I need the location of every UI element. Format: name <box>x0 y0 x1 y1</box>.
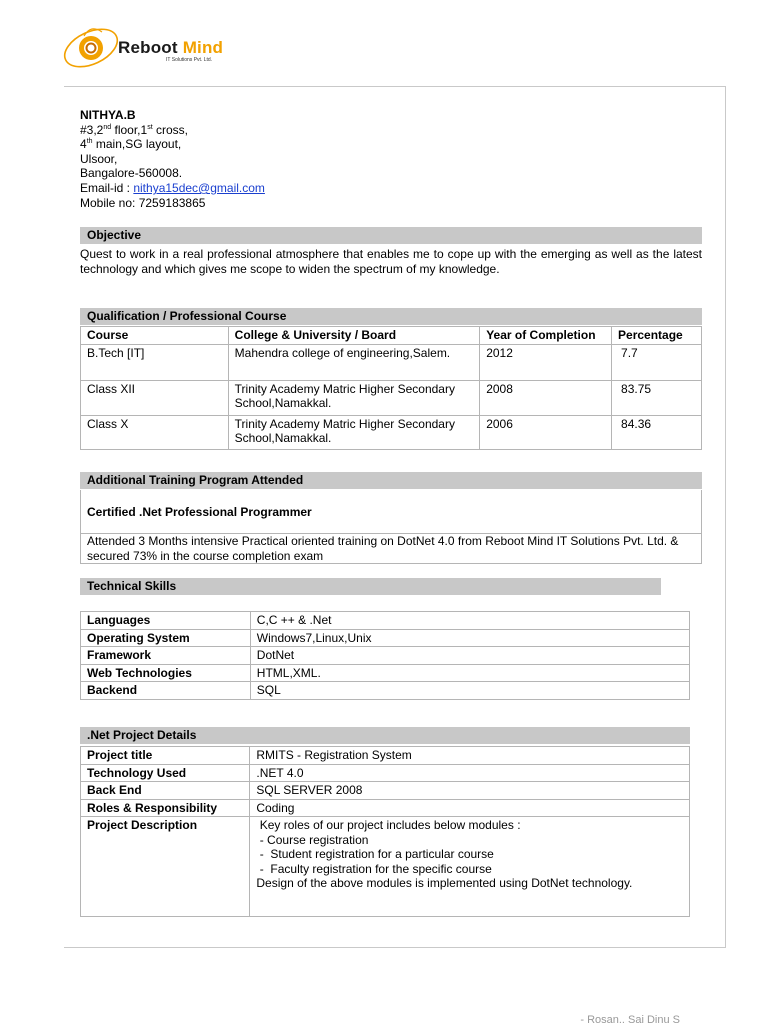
cell-year: 2012 <box>480 344 612 380</box>
skill-value: HTML,XML. <box>250 664 689 682</box>
address-line-4: Bangalore-560008. <box>80 166 183 181</box>
project-value: .NET 4.0 <box>250 764 690 782</box>
table-row <box>81 380 702 415</box>
skill-value: DotNet <box>250 647 689 665</box>
description-line: - Student registration for a particular course <box>256 847 494 861</box>
skills-table <box>80 611 690 700</box>
project-label: Roles & Responsibility <box>81 799 250 817</box>
cell-year: 2006 <box>480 415 612 449</box>
skill-value: C,C ++ & .Net <box>250 612 689 630</box>
skill-label: Framework <box>81 647 251 665</box>
cell-percentage: 83.75 <box>612 380 702 415</box>
objective-text: Quest to work in a real professional atmosphere that enables me to cope up with the emerging as well as the latest technology and which gives me scope to widen the spectrum of my knowledge. <box>80 247 702 276</box>
training-heading: Additional Training Program Attended <box>80 472 702 489</box>
table-row <box>81 817 690 917</box>
header-college: College & University / Board <box>228 327 480 345</box>
certification-title: Certified .Net Professional Programmer <box>87 505 312 519</box>
project-label: Project Description <box>81 817 250 917</box>
table-row <box>81 629 690 647</box>
cell-college: Mahendra college of engineering,Salem. <box>228 344 480 380</box>
table-row <box>81 612 690 630</box>
skill-label: Web Technologies <box>81 664 251 682</box>
candidate-name: NITHYA.B <box>80 108 136 122</box>
table-row <box>81 415 702 449</box>
address-line-2: 4th main,SG layout, <box>80 137 182 152</box>
description-line: - Faculty registration for the specific course <box>256 861 492 876</box>
cell-course: Class X <box>81 415 229 449</box>
project-label: Back End <box>81 782 250 800</box>
cell-percentage: 7.7 <box>612 344 702 380</box>
project-description <box>250 817 690 917</box>
project-value: RMITS - Registration System <box>250 747 690 765</box>
cell-college: Trinity Academy Matric Higher Secondary School,Namakkal. <box>228 415 480 449</box>
table-row <box>81 647 690 665</box>
cell-college: Trinity Academy Matric Higher Secondary School,Namakkal. <box>228 380 480 415</box>
table-row <box>81 799 690 817</box>
training-box <box>80 490 702 564</box>
skill-label: Operating System <box>81 629 251 647</box>
objective-heading: Objective <box>80 227 702 244</box>
header-course: Course <box>81 327 229 345</box>
table-header-row <box>81 327 702 345</box>
project-label: Project title <box>81 747 250 765</box>
cell-percentage: 84.36 <box>612 415 702 449</box>
table-row <box>81 782 690 800</box>
qualification-heading: Qualification / Professional Course <box>80 308 702 325</box>
header-year: Year of Completion <box>480 327 612 345</box>
brand-name <box>118 38 223 58</box>
table-row <box>81 664 690 682</box>
qualification-table <box>80 326 702 450</box>
header-percentage: Percentage <box>612 327 702 345</box>
table-row <box>81 747 690 765</box>
skill-label: Backend <box>81 682 251 700</box>
project-table <box>80 746 690 917</box>
footer-text: - Rosan.. Sai Dinu S <box>580 1014 680 1026</box>
email-link[interactable]: nithya15dec@gmail.com <box>133 180 265 195</box>
brand-tagline: IT Solutions Pvt. Ltd. <box>166 57 213 63</box>
table-row <box>81 764 690 782</box>
table-row <box>81 344 702 380</box>
description-line: Key roles of our project includes below modules : <box>256 818 521 832</box>
brand-part1: Reboot <box>118 38 178 57</box>
brand-part2: Mind <box>182 38 224 57</box>
cell-year: 2008 <box>480 380 612 415</box>
cell-course: Class XII <box>81 380 229 415</box>
skill-value: SQL <box>250 682 689 700</box>
skill-label: Languages <box>81 612 251 630</box>
address-line-1: #3,2nd floor,1st cross, <box>80 122 188 137</box>
training-description: Attended 3 Months intensive Practical oriented training on DotNet 4.0 from Reboot Mind IT Solutions Pvt. Ltd. & secured 73% in the course completion exam <box>87 534 679 563</box>
project-value: Coding <box>250 799 690 817</box>
table-row <box>81 682 690 700</box>
mobile-line: Mobile no: 7259183865 <box>80 195 206 210</box>
address-line-3: Ulsoor, <box>80 151 118 166</box>
contact-block <box>80 108 265 210</box>
description-line: - Course registration <box>256 832 369 847</box>
project-label: Technology Used <box>81 764 250 782</box>
description-line: Design of the above modules is implemented using DotNet technology. <box>256 876 633 890</box>
skill-value: Windows7,Linux,Unix <box>250 629 689 647</box>
project-heading: .Net Project Details <box>80 727 690 744</box>
cell-course: B.Tech [IT] <box>81 344 229 380</box>
email-line: Email-id : nithya15dec@gmail.com <box>80 180 265 195</box>
skills-heading: Technical Skills <box>80 578 661 595</box>
reboot-mind-logo-icon <box>56 14 126 84</box>
project-value: SQL SERVER 2008 <box>250 782 690 800</box>
